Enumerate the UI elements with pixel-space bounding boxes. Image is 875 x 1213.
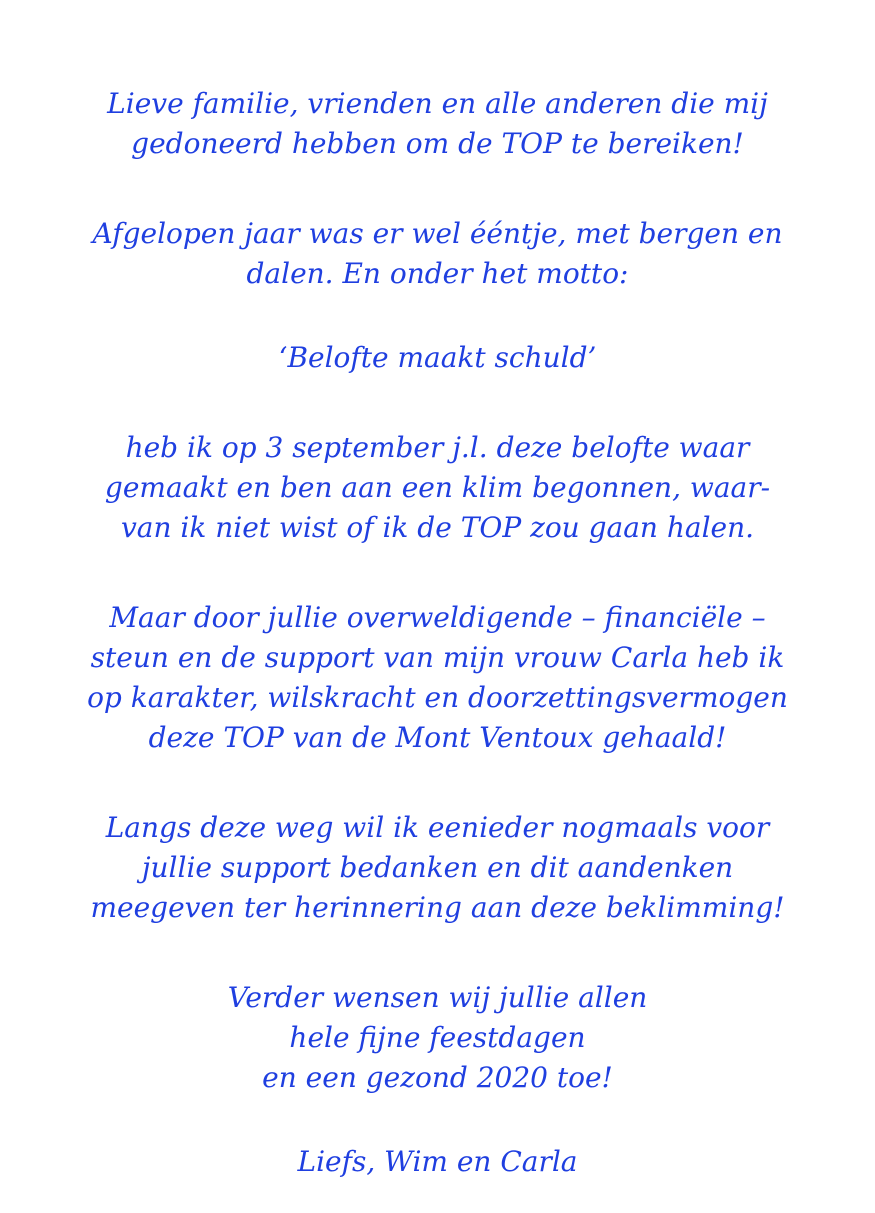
support-line: Maar door jullie overweldigende – financiële – (109, 601, 766, 634)
spacer (0, 378, 875, 428)
support-line: op karakter, wilskracht en doorzettingsvermogen (87, 681, 788, 714)
wishes-paragraph (0, 978, 875, 1098)
promise-line: gemaakt en ben aan een klim begonnen, waar- (104, 471, 771, 504)
thanks-line: jullie support bedanken en dit aandenken (141, 851, 734, 884)
wishes-line: hele fijne feestdagen (289, 1021, 586, 1054)
spacer (0, 928, 875, 978)
greeting-paragraph (0, 84, 875, 164)
spacer (0, 548, 875, 598)
wishes-line: Verder wensen wij jullie allen (227, 981, 648, 1014)
thanks-line: Langs deze weg wil ik eenieder nogmaals voor (105, 811, 770, 844)
support-paragraph (0, 598, 875, 758)
support-line: steun en de support van mijn vrouw Carla heb ik (90, 641, 785, 674)
spacer (0, 294, 875, 338)
thanks-paragraph (0, 808, 875, 928)
support-line: deze TOP van de Mont Ventoux gehaald! (148, 721, 727, 754)
signature-line: Liefs, Wim en Carla (297, 1145, 578, 1178)
spacer (0, 164, 875, 214)
greeting-line: gedoneerd hebben om de TOP te bereiken! (131, 127, 744, 160)
promise-line: van ik niet wist of ik de TOP zou gaan halen. (120, 511, 755, 544)
greeting-line: Lieve familie, vrienden en alle anderen die mij (107, 87, 768, 120)
spacer (0, 758, 875, 808)
promise-line: heb ik op 3 september j.l. deze belofte waar (125, 431, 750, 464)
wishes-line: en een gezond 2020 toe! (262, 1061, 613, 1094)
spacer (0, 1098, 875, 1142)
intro-line: dalen. En onder het motto: (246, 257, 629, 290)
promise-paragraph (0, 428, 875, 548)
signature-paragraph (0, 1142, 875, 1182)
intro-line: Afgelopen jaar was er wel ééntje, met bergen en (92, 217, 783, 250)
motto-line: ‘Belofte maakt schuld’ (278, 341, 597, 374)
thanks-line: meegeven ter herinnering aan deze beklimming! (90, 891, 785, 924)
motto-paragraph (0, 338, 875, 378)
intro-paragraph (0, 214, 875, 294)
